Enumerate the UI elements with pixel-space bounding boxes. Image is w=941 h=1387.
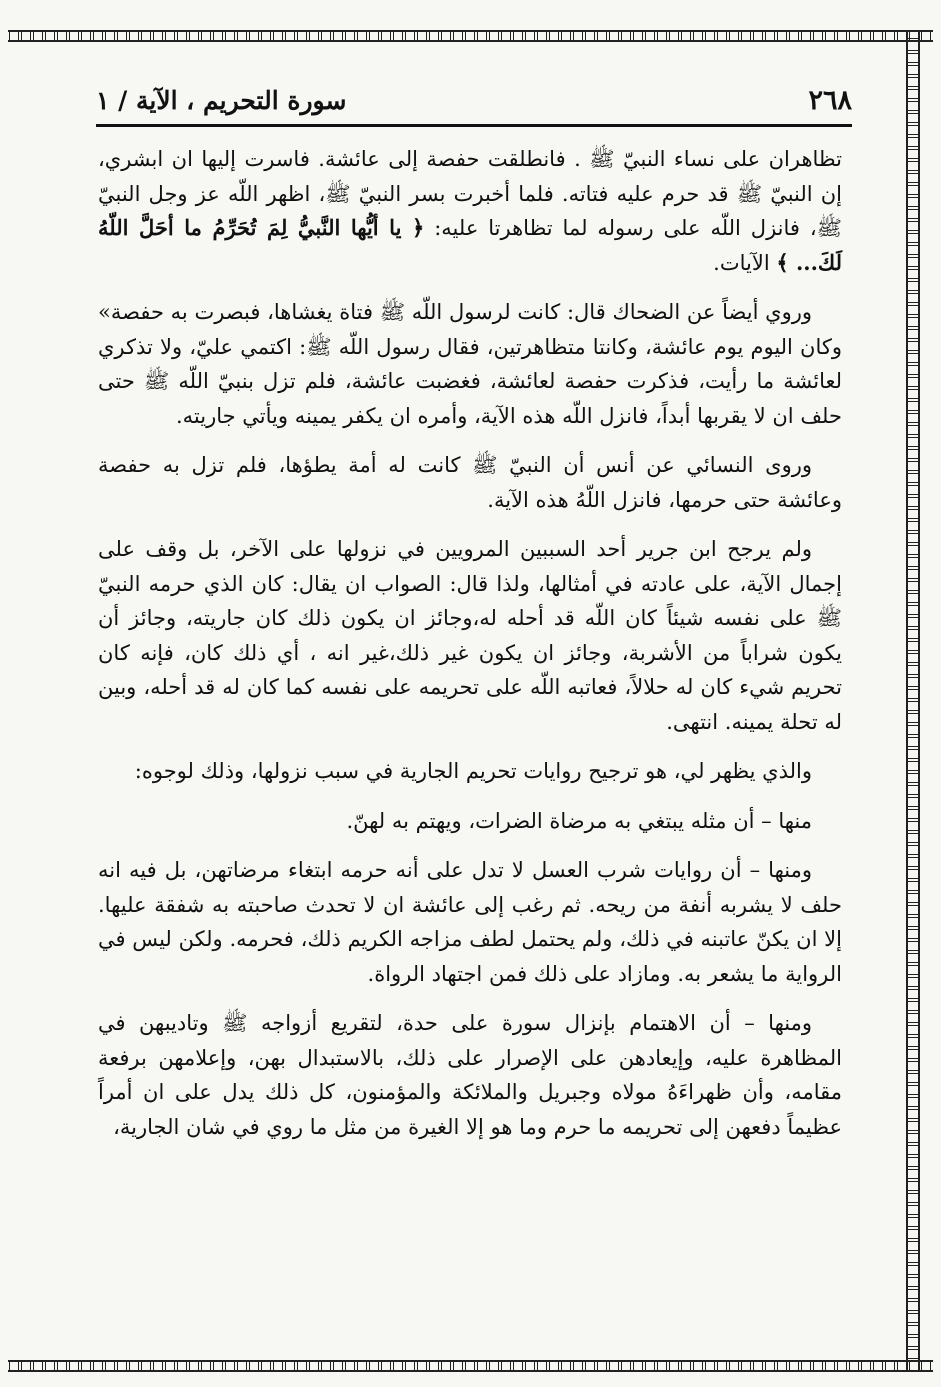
header-rule (96, 124, 852, 127)
paragraph-1-text: تظاهران على نساء النبيّ ﷺ . فانطلقت حفصة إلى عائشة. فاسرت إليها ان ابشري، إن النبيّ ﷺ قد حرم عليه فتاته. فلما أخبرت بسر النبيّ ﷺ، اظهر اللّه عز وجل النبيّ ﷺ، فانزل اللّه على رسوله لما تظاهرتا عليه: (98, 147, 842, 240)
bottom-chain-border (8, 1360, 933, 1372)
paragraph-1-tail: الآيات. (713, 250, 777, 275)
running-title: سورة التحريم ، الآية / ١ (96, 85, 347, 115)
right-chain-border (906, 30, 920, 1372)
page-body (98, 142, 842, 1159)
paragraph-7: ومنها – أن روايات شرب العسل لا تدل على أنه حرمه ابتغاء مرضاتهن، بل فيه انه حلف لا يشربه أنفة من ريحه. ثم رغب إلى عائشة ان لا تحدث صاحبته به شفقة عليها. إلا ان يكنّ عاتبنه في ذلك، ولم يحتمل لطف مزاجه الكريم ذلك، فحرمه. ولكن ليس في الرواية ما يشعر به. ومازاد على ذلك فمن اجتهاد الرواة. (98, 858, 842, 986)
paragraph-8: ومنها – أن الاهتمام بإنزال سورة على حدة، لتقريع أزواجه ﷺ وتاديبهن في المظاهرة عليه، وإيعادهن على الإصرار على ذلك، بالاستبدال بهن، وإعلامهن برفعة مقامه، وأن ظهراءَهُ مولاه وجبريل والملائكة والمؤمنون، كل ذلك يدل على ان أمراً عظيماً دفعهن إلى تحريمه ما حرم وما هو إلا الغيرة من مثل ما روي في شان الجارية، (98, 1011, 842, 1139)
running-header (96, 78, 852, 122)
paragraph-2: وروي أيضاً عن الضحاك قال: كانت لرسول اللّه ﷺ فتاة يغشاها، فبصرت به حفصة» وكان اليوم يوم عائشة، وكانتا متظاهرتين، فقال رسول اللّه ﷺ: اكتمي عليّ، ولا تذكري لعائشة ما رأيت، فذكرت حفصة لعائشة، فغضبت عائشة، فلم تزل بنبيّ اللّه ﷺ حتى حلف ان لا يقربها أبداً، فانزل اللّه هذه الآية، وأمره ان يكفر يمينه ويأتي جاريته. (98, 300, 842, 428)
paragraph-5: والذي يظهر لي، هو ترجيح روايات تحريم الجارية في سبب نزولها، وذلك لوجوه: (134, 759, 812, 783)
quran-verse: ﴿ يا أيُّها النَّبيُّ لِمَ تُحَرِّمُ ما أحَلَّ اللّهُ لَكَ... ﴾ (98, 215, 842, 275)
top-chain-border (8, 30, 933, 42)
paragraph-3: وروى النسائي عن أنس أن النبيّ ﷺ كانت له أمة يطؤها، فلم تزل به حفصة وعائشة حتى حرمها، فانزل اللّهُ هذه الآية. (98, 453, 842, 512)
paragraph-1 (98, 142, 842, 280)
paragraph-4: ولم يرجح ابن جرير أحد السببين المرويين في نزولها على الآخر، بل وقف على إجمال الآية، على عادته في أمثالها، ولذا قال: الصواب ان يقال: كان الذي حرمه النبيّ ﷺ على نفسه شيئاً كان اللّه قد أحله له،وجائز ان يكون ذلك كان جاريته، وجائز أن يكون شراباً من الأشربة، وجائز ان يكون غير ذلك،غير انه ، أي ذلك كان، فإنه كان تحريم شيء كان له حلالاً، فعاتبه اللّه على تحريمه على نفسه كما كان له قد أحله، وبين له تحلة يمينه. انتهى. (98, 537, 842, 734)
paragraph-6: منها – أن مثله يبتغي به مرضاة الضرات، ويهتم به لهنّ. (346, 808, 812, 833)
page-number: ٢٦٨ (808, 84, 852, 116)
